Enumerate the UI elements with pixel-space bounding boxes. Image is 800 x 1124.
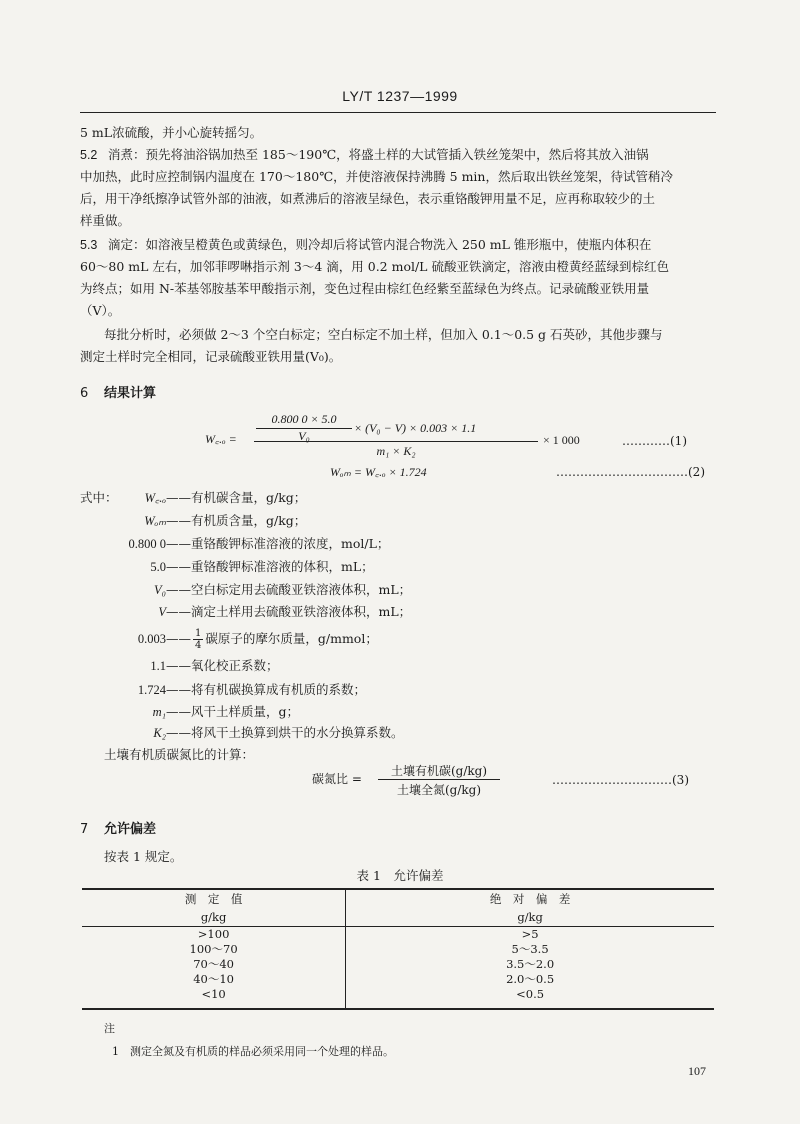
blank-calibration-line1: 每批分析时，必须做 2～3 个空白标定；空白标定不加土样，但加入 0.1～0.5 g 石英砂，其他步骤与: [104, 327, 663, 342]
legend-item: W꜀.ₒ——有机碳含量，g/kg；: [144, 490, 307, 505]
table-1-tolerance: [82, 888, 714, 1010]
table-1-caption: 表 1 允许偏差: [356, 868, 444, 883]
formula-1-inner-denominator: V₀: [298, 429, 310, 443]
formula-1-inner-numerator: 0.800 0 × 5.0: [271, 412, 337, 426]
section-5-2-number: 5.2: [80, 148, 98, 162]
section-5-2-line2: 中加热，此时应控制锅内温度在 170～180℃，并使溶液保持沸腾 5 min，然后取出铁丝笼架，待试管稍冷: [80, 169, 673, 184]
legend-item: 1.724——将有机碳换算成有机质的系数；: [137, 682, 367, 697]
formula-3-denominator: 土壤全氮(g/kg): [396, 783, 482, 797]
table-header-unit-2: g/kg: [346, 908, 714, 927]
standard-code-header: LY/T 1237—1999: [342, 88, 458, 104]
section-5-2-line1: 5.2 消煮：预先将油浴锅加热至 185～190℃，将盛土样的大试管插入铁丝笼架中，然后将其放入油锅: [80, 144, 720, 166]
section-5-3-line3: 为终点；如用 N-苯基邻胺基苯甲酸指示剂，变色过程由棕红色经紫至蓝绿色为终点。记录硫酸亚铁用量: [80, 281, 650, 296]
note-label: 注: [104, 1022, 115, 1035]
formula-1-number: …………(1): [622, 434, 687, 448]
formula-1-outer-fraction-bar: [254, 441, 538, 442]
formula-1-outer-denominator: m₁ × K₂: [376, 444, 416, 458]
table-row: 100～70 5～3.5: [82, 942, 714, 957]
formula-1-lhs: W꜀.ₒ =: [205, 432, 237, 446]
cn-ratio-intro: 土壤有机质碳氮比的计算：: [104, 747, 255, 762]
formula-3-fraction-bar: [378, 779, 500, 780]
note-1: 1 测定全氮及有机质的样品必须采用同一个处理的样品。: [112, 1045, 394, 1058]
page-number: 107: [688, 1064, 706, 1078]
legend-item: V——滴定土样用去硫酸亚铁溶液体积，mL；: [158, 604, 412, 619]
formula-2-number: ……………………………(2): [556, 465, 705, 479]
table-header-unit-1: g/kg: [82, 908, 346, 927]
legend-item: 0.800 0——重铬酸钾标准溶液的浓度，mol/L；: [128, 536, 390, 551]
formula-3-number: …………………………(3): [552, 773, 689, 787]
section-5-2-line4: 样重做。: [80, 213, 131, 228]
legend-fraction-numerator: 1: [195, 628, 202, 639]
section-5-3-number: 5.3: [80, 238, 98, 252]
legend-item: 1.1——氧化校正系数；: [150, 658, 279, 673]
blank-calibration-line2: 测定土样时完全相同，记录硫酸亚铁用量(V₀)。: [80, 349, 342, 364]
legend-item: 5.0——重铬酸钾标准溶液的体积，mL；: [150, 559, 374, 574]
legend-item: m₁——风干土样质量，g；: [152, 704, 300, 719]
table-row: 70～40 3.5～2.0: [82, 957, 714, 972]
header-rule: [80, 112, 716, 113]
section-7-heading: 7 允许偏差: [80, 822, 157, 837]
legend-fraction-denominator: 4: [195, 640, 202, 651]
legend-item: K₂——将风干土换算到烘干的水分换算系数。: [153, 725, 404, 740]
section-5-3-line2: 60～80 mL 左右，加邻菲啰啉指示剂 3～4 滴，用 0.2 mol/L 硫酸亚铁滴定，溶液由橙黄经蓝绿到棕红色: [80, 259, 669, 274]
formula-2: Wₒₘ = W꜀.ₒ × 1.724: [330, 465, 427, 479]
formula-3-lhs: 碳氮比 =: [312, 772, 362, 786]
table-header-absolute-deviation: 绝 对 偏 差: [346, 889, 714, 908]
section-5-2-line3: 后，用干净纸擦净试管外部的油液，如煮沸后的溶液呈绿色，表示重铬酸钾用量不足，应再称取较少的土: [80, 191, 656, 206]
table-header-measured-value: 测 定 值: [184, 892, 243, 906]
section-5-3-line1: 5.3 滴定：如溶液呈橙黄色或黄绿色，则冷却后将试管内混合物洗入 250 mL 锥形瓶中，使瓶内体积在: [80, 234, 720, 256]
formula-1-multiplier: × 1 000: [543, 433, 580, 447]
legend-item: 0.003—— $\frac{1}{4}$ 碳原子的摩尔质量，g/mmol；: [137, 628, 378, 651]
section-5-3-line4: （V）。: [80, 303, 121, 318]
section-6-heading: 6 结果计算: [80, 386, 157, 401]
continuation-line: 5 mL浓硫酸，并小心旋转摇匀。: [80, 125, 263, 140]
table-row: <10 <0.5: [82, 987, 714, 1009]
legend-item: V₀——空白标定用去硫酸亚铁溶液体积，mL；: [154, 582, 412, 597]
section-7-text: 按表 1 规定。: [104, 849, 183, 864]
formula-1-inner-rest: × (V₀ − V) × 0.003 × 1.1: [354, 421, 477, 435]
legend-item: Wₒₘ——有机质含量，g/kg；: [144, 513, 307, 528]
table-row: >100 >5: [82, 927, 714, 943]
legend-intro: 式中：: [80, 490, 118, 505]
table-row: 40～10 2.0～0.5: [82, 972, 714, 987]
formula-3-numerator: 土壤有机碳(g/kg): [390, 764, 488, 778]
